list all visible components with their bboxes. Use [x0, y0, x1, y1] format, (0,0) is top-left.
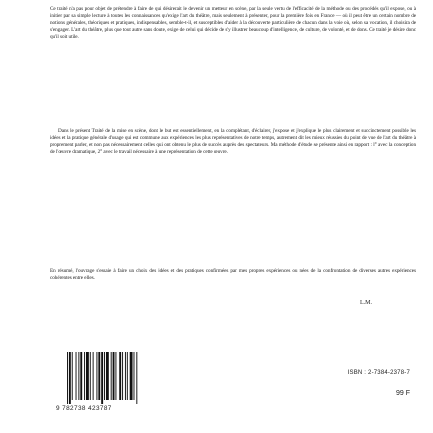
barcode-bar — [101, 352, 103, 404]
barcode-bar — [104, 352, 105, 400]
barcode-bar — [111, 352, 112, 400]
blurb-paragraph-1: Ce traité n'a pas pour objet de prétendre à faire de qui désirerait le devenir un metteur en scène, par la seule vertu de l'efficacité de la méthode ou des procédés qu'il expose, ou à initier par sa simple lecture à toutes les connaissances qu'exige l'art du théâtre, mais seulement à présenter, pour la première fois en France — où il peut être un certain nombre de notions générales, théoriques et pratiques, indispensables, semble-t-il, et susceptibles d'aider à la découverte particulière de chacun dans la voie où, selon sa vocation, il choisira de s'engager. L'art du théâtre, plus que tout autre sans doute, exige de celui qui décide de s'y illustrer beaucoup d'intelligence, de culture, de volonté, et de dons. Ce traité je désire donc qu'il soit utile. — [50, 6, 416, 41]
barcode-bar — [134, 352, 135, 400]
barcode-bar — [127, 352, 128, 400]
barcode-bar — [122, 352, 123, 400]
barcode-bar — [125, 352, 126, 400]
barcode-bar — [86, 352, 89, 400]
barcode-bar — [76, 352, 77, 400]
author-initials: L.M. — [360, 300, 372, 306]
barcode-bar — [119, 352, 121, 400]
barcode-bar — [69, 352, 71, 404]
blurb-paragraph-2: Dans le présent Traité de la mise en scène, dont le but est essentiellement, en la complétant, d'éclairer, j'expose et j'explique le plus clairement et succinctement possible les idées et la pratique générale d'usage qui est commune aux expériences les plus représentatives de notre temps, autrement dit les mieux réussies du point de vue de l'art du théâtre à proprement parler, et non pas nécessairement celles qui ont obtenu le plus de succès auprès des spectateurs. Ma méthode d'étude se présente ainsi en rapport : l° avec la conception de l'œuvre dramatique, 2° avec le travail nécessaire à une représentation de cette œuvre. — [50, 128, 416, 156]
barcode-bar — [130, 352, 133, 400]
barcode-bar — [96, 352, 97, 400]
blurb-paragraph-3: En résumé, l'ouvrage s'essaie à faire un choix des idées et des pratiques confirmées par mes propres expériences ou nées de la confrontation de diverses autres expériences cohérentes entre elles. — [50, 268, 416, 282]
barcode-bar — [72, 352, 73, 400]
barcode-bar — [78, 352, 79, 400]
barcode-digits: 9 782738 423787 — [56, 405, 112, 412]
barcode-bar — [67, 352, 68, 404]
barcode-icon — [66, 352, 162, 404]
barcode-bar — [98, 352, 100, 400]
barcode-bar — [90, 352, 91, 400]
barcode-bar — [80, 352, 82, 400]
barcode-bar — [115, 352, 116, 400]
barcode-bar — [136, 352, 137, 404]
isbn: ISBN : 2-7384-2378-7 — [347, 370, 410, 376]
barcode — [56, 352, 174, 416]
barcode-bar — [106, 352, 109, 400]
barcode-bar — [84, 352, 85, 400]
barcode-bar — [93, 352, 94, 400]
price: 99 F — [395, 390, 410, 397]
barcode-bar — [113, 352, 115, 400]
